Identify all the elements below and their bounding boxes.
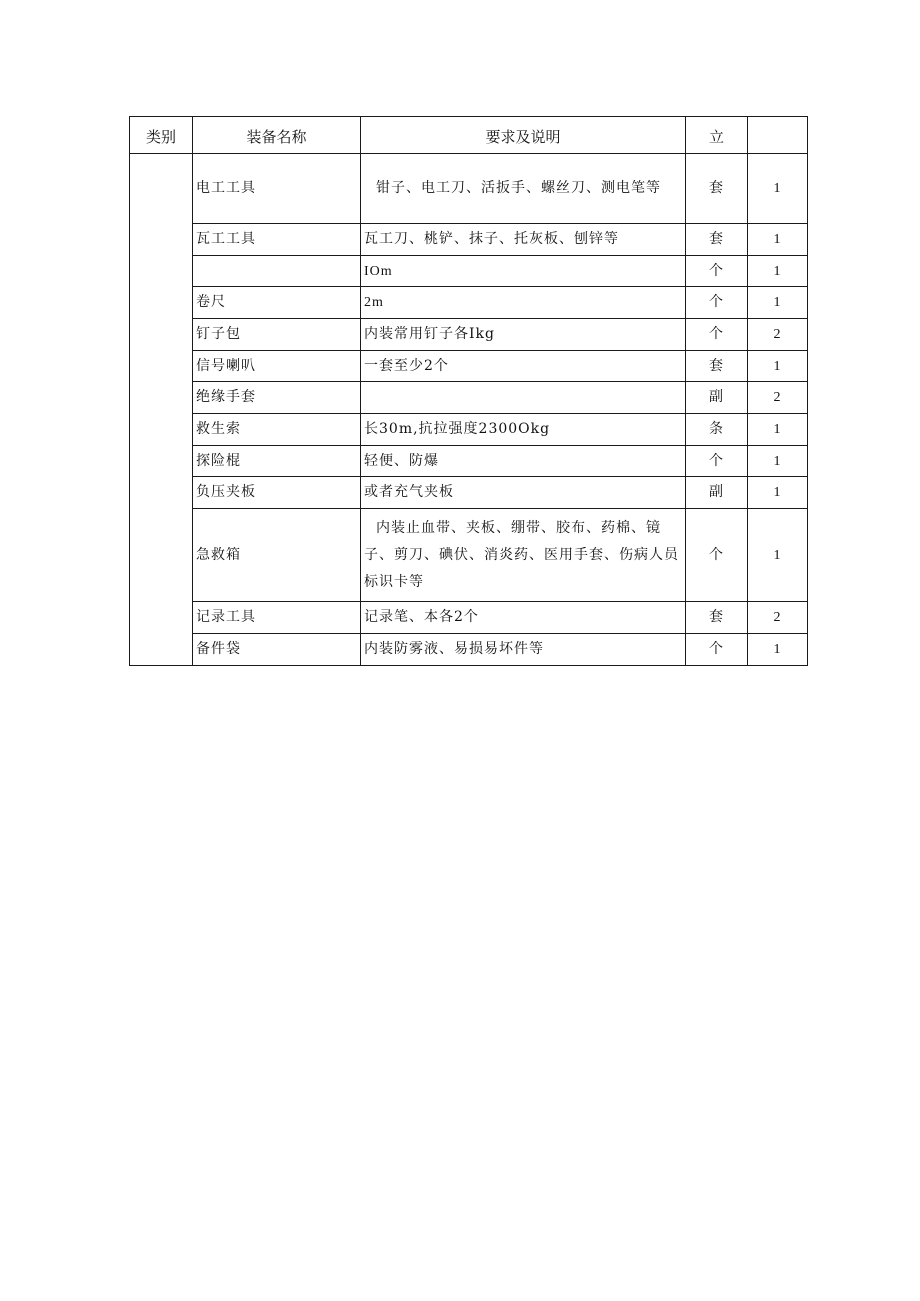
header-requirements: 要求及说明 [361, 117, 686, 154]
equipment-name-cell: 钉子包 [193, 319, 361, 351]
header-equipment-name: 装备名称 [193, 117, 361, 154]
requirement-cell [361, 382, 686, 414]
requirement-cell: 轻便、防爆 [361, 446, 686, 477]
quantity-cell: 1 [748, 414, 808, 446]
unit-cell: 个 [686, 256, 748, 287]
unit-cell: 个 [686, 446, 748, 477]
quantity-cell: 1 [748, 224, 808, 256]
quantity-cell: 2 [748, 319, 808, 351]
equipment-name-cell: 电工工具 [193, 154, 361, 224]
header-quantity [748, 117, 808, 154]
quantity-cell: 1 [748, 509, 808, 602]
quantity-cell: 1 [748, 287, 808, 319]
quantity-cell: 1 [748, 154, 808, 224]
equipment-name-cell: 负压夹板 [193, 477, 361, 509]
requirement-cell: 长30m,抗拉强度2300Okg [361, 414, 686, 446]
requirement-cell: 内装防雾液、易损易坏件等 [361, 634, 686, 666]
table-row [130, 256, 808, 287]
unit-cell: 个 [686, 319, 748, 351]
table-row [130, 154, 808, 224]
equipment-name-cell: 瓦工工具 [193, 224, 361, 256]
table-row [130, 224, 808, 256]
unit-cell: 套 [686, 154, 748, 224]
table-row [130, 602, 808, 634]
table-row [130, 477, 808, 509]
unit-cell: 条 [686, 414, 748, 446]
unit-cell: 套 [686, 224, 748, 256]
quantity-cell: 1 [748, 477, 808, 509]
table-row [130, 509, 808, 602]
requirement-cell: 内装止血带、夹板、绷带、胶布、药棉、镜子、剪刀、碘伏、消炎药、医用手套、伤病人员标识卡等 [361, 509, 686, 602]
quantity-cell: 1 [748, 634, 808, 666]
quantity-cell: 1 [748, 351, 808, 382]
header-unit: 立 [686, 117, 748, 154]
equipment-name-cell: 卷尺 [193, 287, 361, 319]
category-cell [130, 154, 193, 666]
unit-cell: 个 [686, 287, 748, 319]
quantity-cell: 2 [748, 602, 808, 634]
requirement-cell: 2m [361, 287, 686, 319]
unit-cell: 副 [686, 477, 748, 509]
requirement-cell: 瓦工刀、桃铲、抹子、托灰板、刨锌等 [361, 224, 686, 256]
table-row [130, 382, 808, 414]
unit-cell: 套 [686, 351, 748, 382]
equipment-name-cell [193, 256, 361, 287]
table-row [130, 414, 808, 446]
equipment-name-cell: 信号喇叭 [193, 351, 361, 382]
unit-cell: 套 [686, 602, 748, 634]
equipment-name-cell: 救生索 [193, 414, 361, 446]
equipment-name-cell: 绝缘手套 [193, 382, 361, 414]
header-category: 类别 [130, 117, 193, 154]
equipment-name-cell: 记录工具 [193, 602, 361, 634]
equipment-table [129, 116, 808, 666]
equipment-name-cell: 探险棍 [193, 446, 361, 477]
equipment-name-cell: 急救箱 [193, 509, 361, 602]
requirement-cell: IOm [361, 256, 686, 287]
unit-cell: 个 [686, 509, 748, 602]
table-row [130, 446, 808, 477]
table-row [130, 319, 808, 351]
requirement-cell: 或者充气夹板 [361, 477, 686, 509]
table-row [130, 351, 808, 382]
quantity-cell: 1 [748, 446, 808, 477]
quantity-cell: 2 [748, 382, 808, 414]
table-row [130, 287, 808, 319]
requirement-cell: 内装常用钉子各Ikg [361, 319, 686, 351]
quantity-cell: 1 [748, 256, 808, 287]
requirement-cell: 记录笔、本各2个 [361, 602, 686, 634]
table-header-row [130, 117, 808, 154]
unit-cell: 个 [686, 634, 748, 666]
requirement-cell: 钳子、电工刀、活扳手、螺丝刀、测电笔等 [361, 154, 686, 224]
unit-cell: 副 [686, 382, 748, 414]
table-row [130, 634, 808, 666]
equipment-name-cell: 备件袋 [193, 634, 361, 666]
requirement-cell: 一套至少2个 [361, 351, 686, 382]
